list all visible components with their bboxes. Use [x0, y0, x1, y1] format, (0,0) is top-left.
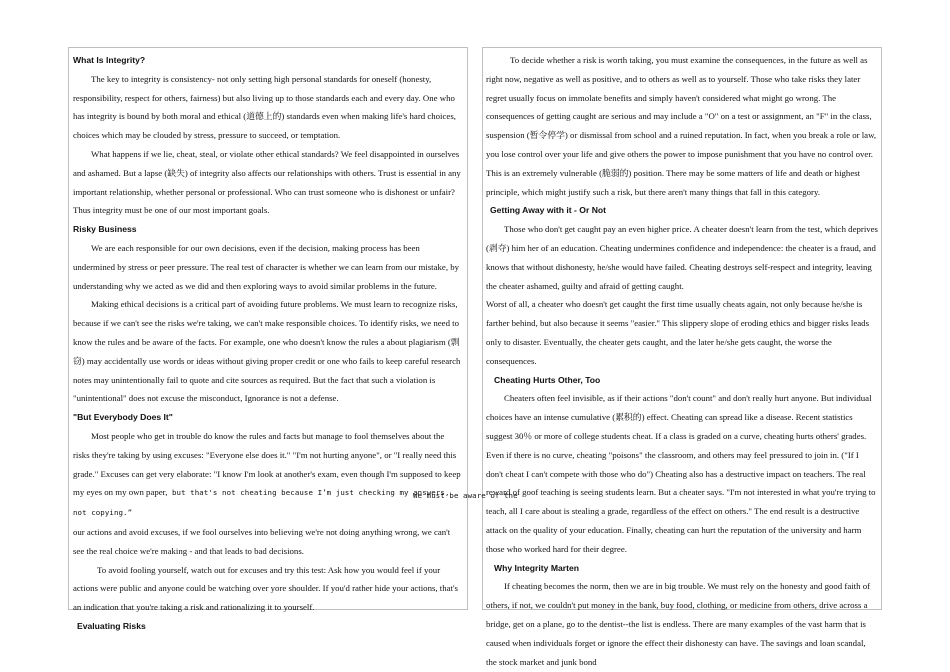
heading-evaluating-risks: Evaluating Risks	[77, 620, 146, 631]
overflow-text: We must be aware of the	[413, 491, 518, 500]
paragraph: We are each responsible for our own decisions, even if the decision, making process has been undermined by stress or peer pressure. The real test of character is whether we can learn from our mistake, by understanding why we acted as we did and then exploring ways to avoid similar problems in the future.	[73, 242, 460, 291]
paragraph: Making ethical decisions is a critical part of avoiding future problems. We must learn to recognize risks, because if we can't see the risks we're taking, we can't make responsible choices. To identify risks, we need to know the rules and be aware of the facts. For example, one who doesn't know the rules a about plagiarism (剽窃) may accidentally use words or ideas without giving proper credit or one who fails to keep careful research notes may unintentionally fail to quote and cite sources as required. But the fact that such a violation is "unintentional" does not excuse the misconduct, Ignorance is not a defense.	[73, 299, 461, 404]
paragraph-continued: our actions and avoid excuses, if we fool ourselves into believing we're not doing anything wrong, we can't see the real choice we're making - and that leads to bad decisions.	[73, 526, 451, 556]
heading-why-integrity: Why Integrity Marten	[494, 562, 579, 573]
paragraph: Cheaters often feel invisible, as if their actions "don't count" and don't really hurt anyone. But individual choices have an intense cumulative (累积的) effect. Cheating can spread like a disease. Recent statistics suggest 30％ or more of college students cheat. If a class is graded on a curve, cheating hurts others' grades. Even if there is no curve, cheating "poisons" the classroom, and others may feel pressured to join in. ("If I don't cheat I can't compete with those who do") Cheating also has a destructive impact on teachers. The real reward of goof teaching is seeing students learn. But a cheater says. "I'm not interested in what you're trying to teach, all I care about is stealing a grade, regardless of the effect on others." The end result is a destructive attack on the quality of your education. Finally, cheating can hurt the reputation of the university and harm those who worked hard for their degree.	[486, 393, 876, 554]
paragraph-text: Most people who get in trouble do know the rules and facts but manage to fool themselves about the risks they're taking by using excuses: "Everyone else does it." "I'm not hurting anyone", or "I really need this grade." Excuses can get very elaborate: "I know I'm look at another's exam, even though I'm supposed to keep my eyes on my own paper,	[73, 430, 461, 498]
heading-cheating-hurts: Cheating Hurts Other, Too	[494, 374, 601, 385]
paragraph: Those who don't get caught pay an even higher price. A cheater doesn't learn from the test, which deprives (剥夺) him her of an education. Cheating undermines confidence and independence: the cheater is a fraud, and knows that without dishonesty, he/she would have failed. Cheating destroys self-respect and integrity, leaving the cheater ashamed, guilty and afraid of getting caught.	[486, 224, 878, 291]
heading-getting-away: Getting Away with it - Or Not	[490, 205, 607, 216]
paragraph: To decide whether a risk is worth taking, you must examine the consequences, in the future as well as right now, negative as well as positive, and to others as well as to yourself. Those who take risks they later regret usually focus on immolate benefits and simply haven't considered what might go wrong. The consequences of getting caught are serious and may include a "O" on a test or assignment, an "F" in the class, suspension (暂令停学) or dismissal from school and a ruined reputation. In fact, when you break a role or law, you lose control over your life and give others the power to impose punishment that you have no control over. This is an extremely vulnerable (脆弱的) position. There may be some matters of life and death or highest principle, which might justify such a risk, but there aren't many things that fall in this category.	[486, 55, 877, 197]
paragraph: What happens if we lie, cheat, steal, or violate other ethical standards? We feel disappointed in ourselves and ashamed. But a lapse (缺失) of integrity also affects our relationships with others. Trust is essential in any important relationship, whether personal or professional. Who can trust someone who is dishonest or unfair? Thus integrity must be one of our most important goals.	[73, 148, 461, 216]
heading-risky-business: Risky Business	[73, 224, 137, 235]
paragraph: Worst of all, a cheater who doesn't get caught the first time usually cheats again, not only because he/she is farther behind, but also because it seems "easier." This slippery slope of eroding ethics and bigger risks leads only to disaster. Eventually, the cheater gets caught, and the later he/she gets caught, the worse the consequences.	[486, 299, 869, 366]
right-column	[482, 47, 882, 667]
heading-what-is-integrity: What Is Integrity?	[73, 55, 146, 65]
paragraph: If cheating becomes the norm, then we are in big trouble. We must rely on the honesty and good faith of others, if not, we couldn't put money in the bank, buy food, clothing, or medicine from others, drive across a bridge, get on a plane, go to the dentist--the list is endless. There are many examples of the vast harm that is caused when individuals forget or ignore the effect their dishonesty can have. The savings and loan scandal, the stock market and junk bond	[486, 581, 871, 667]
paragraph	[73, 427, 463, 523]
monospace-text: but that's not cheating because I’m just checking my answers, not copying.”	[73, 488, 450, 518]
left-column	[68, 47, 468, 631]
heading-everybody-does-it: "But Everybody Does It"	[73, 412, 173, 423]
paragraph: To avoid fooling yourself, watch out for excuses and try this test: Ask how you would feel if your actions were public and anyone could be watching over yore shoulder. If you'd rather hide your actions, that's an indication that you're taking a risk and rationalizing it to yourself.	[73, 564, 458, 613]
paragraph: The key to integrity is consistency- not only setting high personal standards for oneself (honesty, responsibility, respect for others, fairness) but also living up to those standards each and every day. One who has integrity is bound by both moral and ethical (道德上的) standards even when making life's hard choices, choices which may be clouded by stress, pressure to succeed, or temptation.	[73, 73, 456, 141]
